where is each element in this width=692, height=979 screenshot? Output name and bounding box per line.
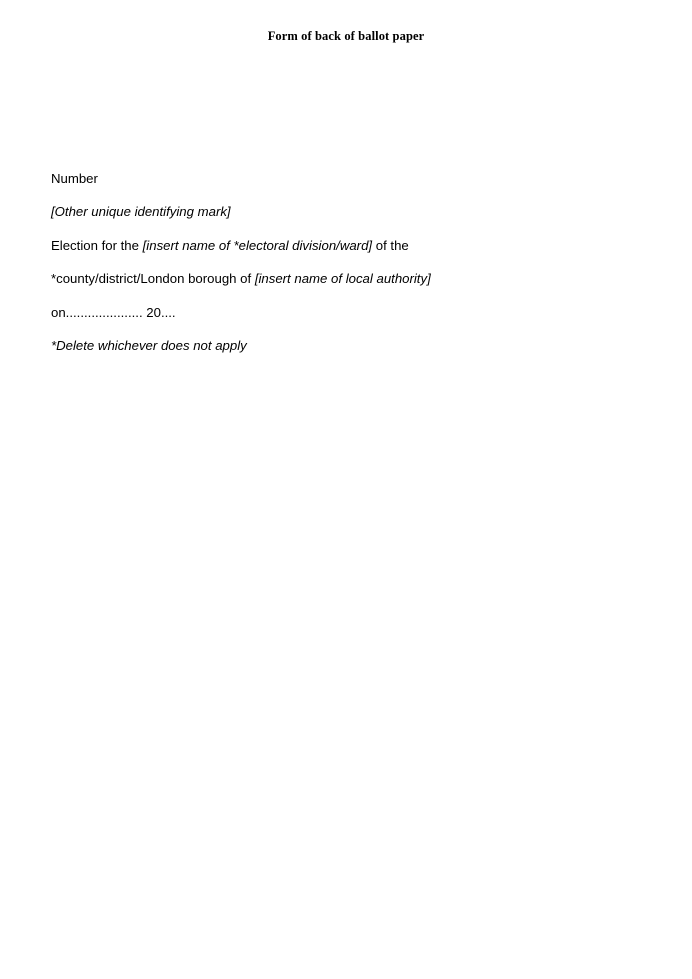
local-authority-line-segment: [insert name of local authority] [254,271,431,287]
election-for-the-line [51,239,611,252]
other-unique-identifying-mark-line-segment: [Other unique identifying mark] [51,204,231,220]
number-label [51,172,611,185]
local-authority-line-segment: *county/district/London borough of [51,271,255,287]
date-line-segment: on..................... 20.... [51,304,176,320]
page-title: Form of back of ballot paper [267,29,425,43]
delete-note-line-segment: *Delete whichever does not apply [51,337,247,353]
other-unique-identifying-mark-line [51,205,611,218]
number-label-segment: Number [51,171,98,186]
local-authority-line [51,272,611,285]
election-for-the-line-segment: Election for the [51,237,143,253]
election-for-the-line-segment: [insert name of *electoral division/ward] [142,237,373,253]
delete-note-line [51,339,611,352]
ballot-back-form-body [51,172,611,352]
election-for-the-line-segment: of the [372,237,409,253]
date-line [51,306,611,319]
